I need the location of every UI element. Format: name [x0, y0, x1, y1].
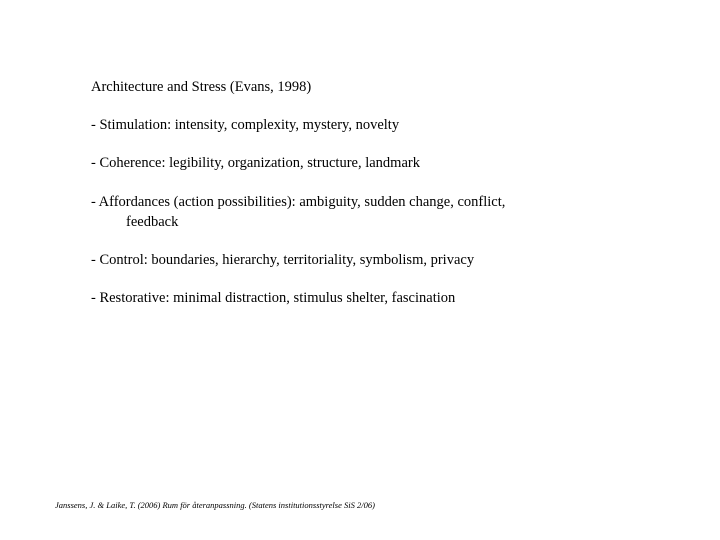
bullet-text: - Stimulation: intensity, complexity, mystery, novelty: [91, 117, 400, 133]
bullet-restorative: [91, 288, 611, 308]
bullet-text: - Restorative: minimal distraction, stimulus shelter, fascination: [91, 290, 456, 306]
slide-title: Architecture and Stress (Evans, 1998): [91, 79, 312, 95]
bullet-coherence: [91, 153, 611, 173]
bullet-stimulation: [91, 115, 611, 135]
bullet-text: - Coherence: legibility, organization, structure, landmark: [91, 155, 420, 171]
bullet-text: - Affordances (action possibilities): ambiguity, sudden change, conflict,: [91, 194, 506, 210]
bullet-text: - Control: boundaries, hierarchy, territoriality, symbolism, privacy: [91, 252, 475, 268]
footer-citation: Janssens, J. & Laike, T. (2006) Rum för återanpassning. (Statens institutionsstyrelse SiS 2/06): [55, 500, 375, 510]
bullet-continuation: feedback: [126, 214, 179, 230]
bullet-control: [91, 250, 611, 270]
bullet-affordances: [91, 192, 611, 232]
